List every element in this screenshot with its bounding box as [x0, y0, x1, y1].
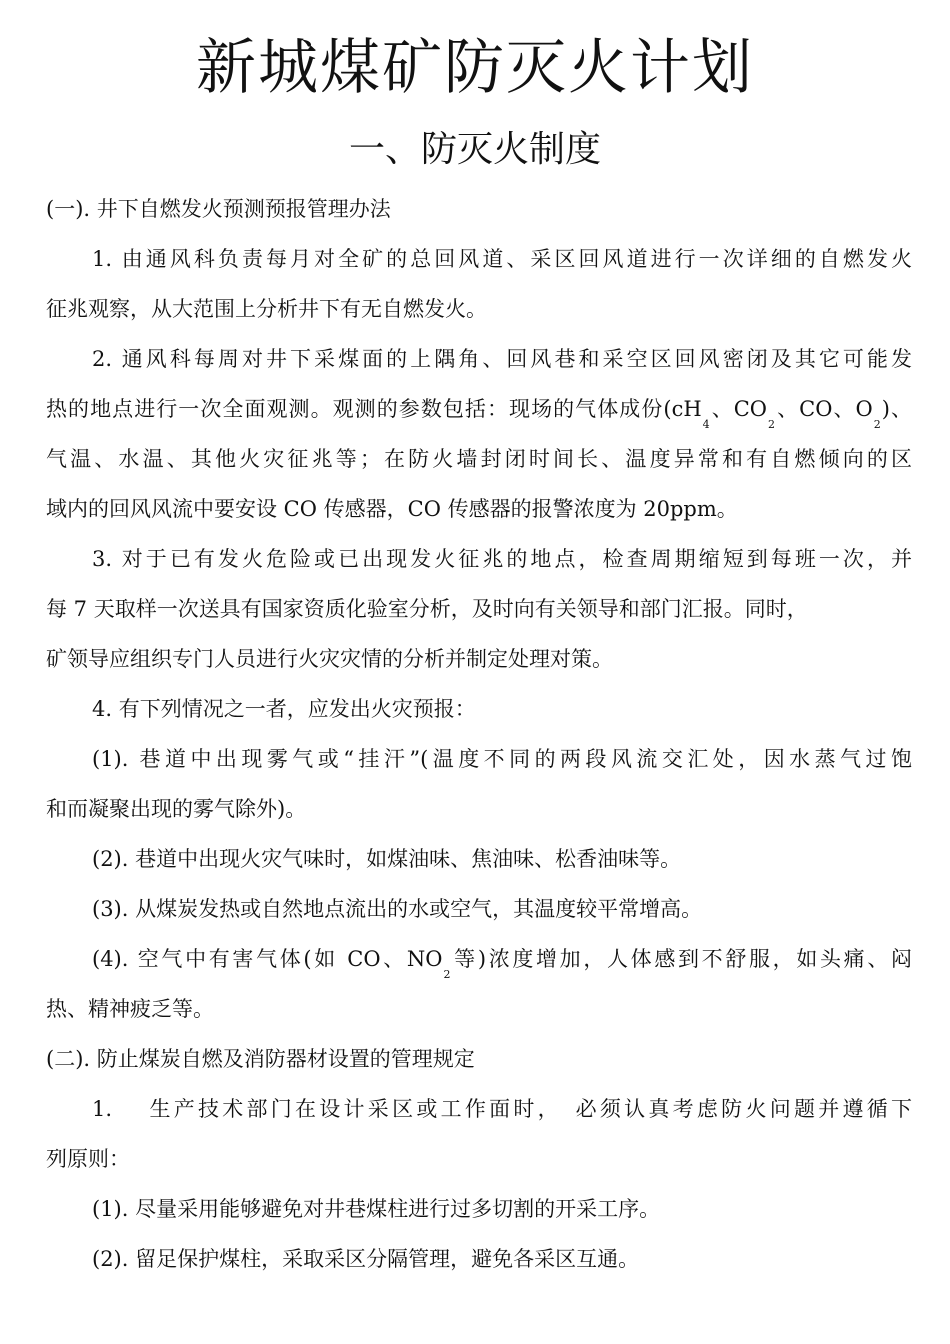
part-heading-2: (二). 防止煤炭自燃及消防器材设置的管理规定: [46, 1047, 475, 1071]
subscript: 2: [443, 968, 451, 981]
item-3-line-1: (3). 从煤炭发热或自然地点流出的水或空气，其温度较平常增高。: [92, 897, 703, 921]
item-2-line-1: (2). 巷道中出现火灾气味时，如煤油味、焦油味、松香油味等。: [92, 847, 682, 871]
section-heading: 一、防灭火制度: [348, 129, 601, 170]
paragraph-1-line-2: 征兆观察，从大范围上分析井下有无自燃发火。: [46, 297, 487, 321]
paragraph-4-line-1: 4. 有下列情况之一者，应发出火灾预报：: [92, 697, 476, 721]
rule-1-line-1: 1. 生产技术部门在设计采区或工作面时， 必须认真考虑防火问题并遵循下: [92, 1097, 912, 1121]
rule-1-line-2: 列原则：: [46, 1147, 130, 1171]
item-1-line-1: (1). 巷道中出现雾气或“挂汗”(温度不同的两段风流交汇处，因水蒸气过饱: [92, 747, 912, 771]
paragraph-3-line-1: 3. 对于已有发火危险或已出现发火征兆的地点，检查周期缩短到每班一次，并: [92, 547, 912, 571]
paragraph-1-line-1: 1. 由通风科负责每月对全矿的总回风道、采区回风道进行一次详细的自燃发火: [92, 247, 912, 271]
paragraph-2-line-4: 域内的回风风流中要安设 CO 传感器，CO 传感器的报警浓度为 20ppm。: [46, 497, 738, 521]
item-1-line-2: 和而凝聚出现的雾气除外)。: [46, 797, 307, 821]
paragraph-2-line-2: 热的地点进行一次全面观测。观测的参数包括：现场的气体成份($cH_4$、$CO_2$、CO、$O_2$)、: [46, 397, 912, 431]
paragraph-2-line-1: 2. 通风科每周对井下采煤面的上隅角、回风巷和采空区回风密闭及其它可能发: [92, 347, 912, 371]
item-4-line-1: (4). 空气中有害气体(如 CO、$NO_2$等)浓度增加，人体感到不舒服，如头痛、闷: [92, 947, 912, 981]
rule-item-1: (1). 尽量采用能够避免对井巷煤柱进行过多切割的开采工序。: [92, 1197, 661, 1221]
document-title: 新城煤矿防灭火计划: [196, 33, 754, 103]
part-heading-1: (一). 井下自燃发火预测预报管理办法: [46, 197, 391, 221]
subscript: 2: [768, 418, 776, 431]
rule-item-2: (2). 留足保护煤柱，采取采区分隔管理，避免各采区互通。: [92, 1247, 640, 1271]
paragraph-3-line-2: 每 7 天取样一次送具有国家资质化验室分析，及时向有关领导和部门汇报。同时，: [46, 597, 808, 621]
item-4-line-2: 热、精神疲乏等。: [46, 997, 214, 1021]
subscript: 4: [702, 418, 710, 431]
paragraph-3-line-3: 矿领导应组织专门人员进行火灾灾情的分析并制定处理对策。: [46, 647, 613, 671]
subscript: 2: [873, 418, 881, 431]
paragraph-2-line-3: 气温、水温、其他火灾征兆等；在防火墙封闭时间长、温度异常和有自燃倾向的区: [46, 447, 912, 471]
